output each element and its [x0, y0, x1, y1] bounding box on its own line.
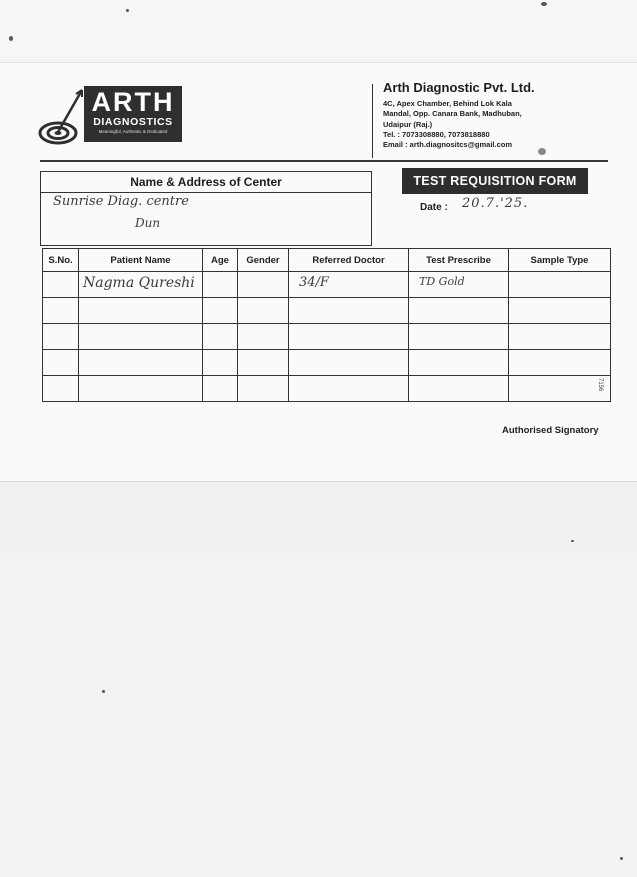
company-info — [383, 80, 623, 150]
col-header-test-prescribe: Test Prescribe — [409, 249, 509, 272]
patient-name-handwritten: Nagma Qureshi — [83, 275, 195, 291]
company-address — [383, 99, 623, 150]
center-name-handwritten: Sunrise Diag. centre — [53, 194, 189, 209]
company-name: Arth Diagnostic Pvt. Ltd. — [383, 80, 535, 95]
address-line: Mandal, Opp. Canara Bank, Madhuban, — [383, 109, 522, 119]
cell-sample-type — [509, 272, 611, 298]
address-line: Udaipur (Raj.) — [383, 119, 433, 129]
table-row — [43, 324, 611, 350]
scan-speck — [126, 9, 129, 12]
scan-speck — [571, 540, 574, 542]
date-value-handwritten: 20.7.'25. — [462, 196, 529, 211]
email-line: Email : arth.diagnositcs@gmail.com — [383, 140, 513, 150]
table-row — [43, 298, 611, 324]
col-header-patient-name: Patient Name — [79, 249, 203, 272]
center-title: Name & Address of Center — [41, 172, 371, 193]
header-divider — [372, 84, 373, 158]
table-header-row — [43, 249, 611, 272]
test-handwritten: TD Gold — [419, 275, 465, 288]
cell-referred-doctor — [289, 272, 409, 298]
cell-test-prescribe — [409, 272, 509, 298]
age-gender-handwritten: 34/F — [299, 275, 329, 290]
scan-speck — [541, 2, 547, 6]
date-label: Date : — [420, 202, 448, 213]
logo-sub: DIAGNOSTICS — [93, 116, 173, 128]
form-title: TEST REQUISITION FORM — [402, 168, 588, 194]
table-row — [43, 350, 611, 376]
center-address-box — [40, 171, 372, 246]
scan-speck — [620, 857, 623, 860]
target-logo-icon — [38, 88, 84, 146]
scan-speck — [102, 690, 105, 693]
col-header-gender: Gender — [238, 249, 289, 272]
col-header-sno: S.No. — [43, 249, 79, 272]
form-serial-number: 7156 — [597, 378, 603, 392]
cell-patient-name — [79, 272, 203, 298]
logo-tagline: Meaningful, Authentic & Dedicated — [98, 129, 168, 134]
center-address-handwritten: Dun — [135, 216, 161, 230]
table-row — [43, 376, 611, 402]
address-line: 4C, Apex Chamber, Behind Lok Kala — [383, 99, 512, 108]
cell-age — [203, 272, 238, 298]
requisition-table — [42, 248, 611, 402]
scan-speck — [9, 36, 13, 41]
logo-name: ARTH — [91, 87, 175, 117]
authorised-signatory: Authorised Signatory — [502, 425, 599, 436]
col-header-age: Age — [203, 249, 238, 272]
col-header-sample-type: Sample Type — [509, 249, 611, 272]
col-header-referred-doctor: Referred Doctor — [289, 249, 409, 272]
cell-gender — [238, 272, 289, 298]
cell-sno — [43, 272, 79, 298]
header-rule — [40, 160, 608, 162]
phone-line: Tel. : 7073308880, 7073818880 — [383, 129, 490, 139]
table-row — [43, 272, 611, 298]
brand-logo — [84, 86, 182, 142]
